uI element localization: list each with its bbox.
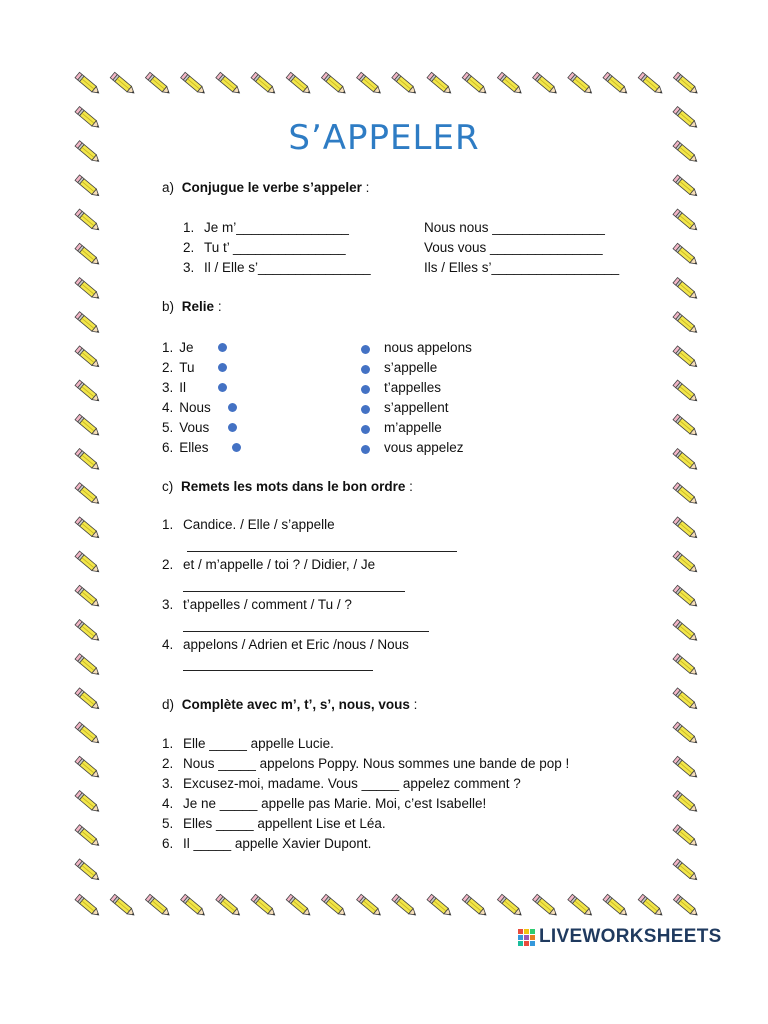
match-left-item bbox=[162, 340, 194, 356]
pencil-icon bbox=[75, 175, 101, 198]
match-dot-right[interactable] bbox=[361, 345, 370, 354]
conjugation-row-2 bbox=[183, 240, 346, 256]
page-title: S’APPELER bbox=[288, 118, 480, 158]
match-verb-form: s’appelle bbox=[384, 360, 438, 375]
section-c-heading bbox=[162, 479, 413, 495]
fill-item-3 bbox=[162, 776, 521, 792]
match-left-item bbox=[162, 400, 211, 416]
match-pronoun: Nous bbox=[179, 400, 211, 415]
pencil-icon bbox=[357, 894, 383, 917]
pencil-icon bbox=[75, 620, 101, 643]
section-b-suffix: : bbox=[214, 299, 222, 314]
fill-item-1 bbox=[162, 736, 334, 752]
item-number: 1. bbox=[162, 517, 174, 532]
pencil-icon bbox=[251, 72, 277, 95]
match-verb-form: s’appellent bbox=[384, 400, 449, 415]
pencil-icon bbox=[145, 72, 171, 95]
pencil-icon bbox=[533, 894, 559, 917]
pencil-icon bbox=[392, 72, 418, 95]
pencil-icon bbox=[75, 449, 101, 472]
match-pronoun: Tu bbox=[179, 360, 195, 375]
reorder-words: et / m’appelle / toi ? / Didier, / Je bbox=[183, 557, 376, 572]
pencil-icon bbox=[321, 894, 347, 917]
match-verb-form: m’appelle bbox=[384, 420, 442, 435]
liveworksheets-logo bbox=[518, 926, 722, 948]
pencil-icon bbox=[427, 72, 453, 95]
pencil-icon bbox=[673, 483, 699, 506]
pencil-icon bbox=[673, 825, 699, 848]
section-b-title: Relie bbox=[181, 299, 215, 314]
match-dot-left[interactable] bbox=[218, 383, 227, 392]
pencil-icon bbox=[673, 859, 699, 882]
pencil-icon bbox=[673, 722, 699, 745]
pencil-icon bbox=[75, 517, 101, 540]
item-number: 3. bbox=[162, 776, 174, 791]
match-verb-form: nous appelons bbox=[384, 340, 472, 355]
answer-line[interactable] bbox=[187, 551, 457, 552]
pencil-icon bbox=[75, 72, 101, 95]
pencil-icon bbox=[497, 72, 523, 95]
logo-text: LIVEWORKSHEETS bbox=[539, 926, 722, 947]
section-d-heading bbox=[162, 697, 417, 713]
item-number: 5. bbox=[162, 816, 174, 831]
match-pronoun: Il bbox=[179, 380, 187, 395]
pencil-icon bbox=[286, 72, 312, 95]
conjugation-blank[interactable]: Nous nous _______________ bbox=[424, 220, 605, 235]
pencil-icon bbox=[216, 894, 242, 917]
reorder-item-3 bbox=[162, 597, 352, 613]
item-number: 2. bbox=[162, 756, 174, 771]
section-a-suffix: : bbox=[361, 180, 370, 195]
conjugation-blank[interactable]: Vous vous _______________ bbox=[424, 240, 603, 255]
pencil-icon bbox=[673, 209, 699, 232]
pencil-icon bbox=[462, 72, 488, 95]
pencil-icon bbox=[533, 72, 559, 95]
pencil-icon bbox=[75, 414, 101, 437]
pencil-icon bbox=[181, 894, 207, 917]
section-a-title: Conjugue le verbe s’appeler bbox=[181, 180, 362, 195]
pencil-icon bbox=[568, 72, 594, 95]
pencil-icon bbox=[75, 722, 101, 745]
conjugation-row-3 bbox=[183, 260, 371, 276]
item-number: 1. bbox=[183, 220, 195, 235]
logo-grid-icon bbox=[518, 929, 535, 946]
section-d-suffix: : bbox=[409, 697, 418, 712]
fill-sentence[interactable]: Je ne _____ appelle pas Marie. Moi, c’est Isabelle! bbox=[183, 796, 487, 811]
pencil-icon bbox=[673, 585, 699, 608]
pencil-icon bbox=[673, 688, 699, 711]
answer-line[interactable] bbox=[183, 670, 373, 671]
pencil-icon bbox=[75, 209, 101, 232]
fill-sentence[interactable]: Il _____ appelle Xavier Dupont. bbox=[183, 836, 372, 851]
pencil-icon bbox=[673, 346, 699, 369]
reorder-item-4 bbox=[162, 637, 409, 653]
pencil-icon bbox=[638, 72, 664, 95]
pencil-icon bbox=[392, 894, 418, 917]
conjugation-row-1 bbox=[183, 220, 349, 236]
pencil-icon bbox=[75, 346, 101, 369]
item-number: 2. bbox=[162, 360, 174, 375]
pencil-icon bbox=[603, 72, 629, 95]
pencil-icon bbox=[673, 894, 699, 917]
item-number: 3. bbox=[183, 260, 195, 275]
pencil-icon bbox=[110, 894, 136, 917]
fill-item-2 bbox=[162, 756, 569, 772]
pencil-icon bbox=[673, 517, 699, 540]
match-verb-form: vous appelez bbox=[384, 440, 464, 455]
match-left-item bbox=[162, 440, 209, 456]
item-number: 3. bbox=[162, 597, 174, 612]
pencil-icon bbox=[216, 72, 242, 95]
conjugation-blank[interactable]: Tu t’ _______________ bbox=[204, 240, 346, 255]
fill-sentence[interactable]: Elle _____ appelle Lucie. bbox=[183, 736, 334, 751]
fill-item-6 bbox=[162, 836, 371, 852]
match-left-item bbox=[162, 360, 195, 376]
item-number: 1. bbox=[162, 736, 174, 751]
pencil-icon bbox=[673, 791, 699, 814]
pencil-icon bbox=[321, 72, 347, 95]
pencil-icon bbox=[75, 585, 101, 608]
pencil-icon bbox=[75, 312, 101, 335]
item-number: 6. bbox=[162, 440, 174, 455]
pencil-icon bbox=[673, 312, 699, 335]
pencil-icon bbox=[145, 894, 171, 917]
fill-sentence[interactable]: Excusez-moi, madame. Vous _____ appelez comment ? bbox=[183, 776, 521, 791]
pencil-icon bbox=[603, 894, 629, 917]
fill-sentence[interactable]: Elles _____ appellent Lise et Léa. bbox=[183, 816, 386, 831]
section-a-heading bbox=[162, 180, 369, 196]
pencil-icon bbox=[357, 72, 383, 95]
pencil-icon bbox=[638, 894, 664, 917]
match-dot-right[interactable] bbox=[361, 365, 370, 374]
pencil-icon bbox=[75, 551, 101, 574]
reorder-words: Candice. / Elle / s’appelle bbox=[183, 517, 335, 532]
pencil-icon bbox=[75, 380, 101, 403]
match-pronoun: Elles bbox=[179, 440, 209, 455]
pencil-icon bbox=[75, 825, 101, 848]
section-b-letter: b) bbox=[162, 299, 175, 314]
item-number: 1. bbox=[162, 340, 174, 355]
pencil-icon bbox=[673, 243, 699, 266]
item-number: 3. bbox=[162, 380, 174, 395]
pencil-icon bbox=[75, 894, 101, 917]
section-c-letter: c) bbox=[162, 479, 174, 494]
match-dot-left[interactable] bbox=[218, 363, 227, 372]
section-d-title: Complète avec m’, t’, s’, nous, vous bbox=[181, 697, 410, 712]
section-a-letter: a) bbox=[162, 180, 175, 195]
pencil-icon bbox=[286, 894, 312, 917]
match-dot-left[interactable] bbox=[228, 423, 237, 432]
pencil-icon bbox=[497, 894, 523, 917]
conjugation-blank[interactable]: Je m’_______________ bbox=[204, 220, 349, 235]
match-dot-right[interactable] bbox=[361, 385, 370, 394]
pencil-icon bbox=[673, 449, 699, 472]
pencil-icon bbox=[75, 483, 101, 506]
pencil-icon bbox=[427, 894, 453, 917]
item-number: 2. bbox=[162, 557, 174, 572]
pencil-icon bbox=[181, 72, 207, 95]
conjugation-blank[interactable]: Ils / Elles s’_________________ bbox=[424, 260, 620, 275]
match-dot-right[interactable] bbox=[361, 425, 370, 434]
item-number: 6. bbox=[162, 836, 174, 851]
item-number: 4. bbox=[162, 400, 174, 415]
pencil-icon bbox=[75, 688, 101, 711]
answer-line[interactable] bbox=[183, 631, 429, 632]
pencil-icon bbox=[673, 175, 699, 198]
pencil-icon bbox=[75, 278, 101, 301]
match-left-item bbox=[162, 380, 186, 396]
item-number: 5. bbox=[162, 420, 174, 435]
match-dot-right[interactable] bbox=[361, 445, 370, 454]
pencil-icon bbox=[673, 278, 699, 301]
pencil-icon bbox=[673, 756, 699, 779]
pencil-icon bbox=[568, 894, 594, 917]
pencil-icon bbox=[110, 72, 136, 95]
pencil-icon bbox=[75, 791, 101, 814]
match-dot-left[interactable] bbox=[218, 343, 227, 352]
pencil-icon bbox=[75, 756, 101, 779]
pencil-icon bbox=[673, 380, 699, 403]
pencil-icon bbox=[462, 894, 488, 917]
match-verb-form: t’appelles bbox=[384, 380, 442, 395]
match-dot-left[interactable] bbox=[232, 443, 241, 452]
pencil-icon bbox=[673, 620, 699, 643]
answer-line[interactable] bbox=[183, 591, 405, 592]
match-pronoun: Vous bbox=[179, 420, 210, 435]
pencil-icon bbox=[673, 414, 699, 437]
fill-item-4 bbox=[162, 796, 486, 812]
match-pronoun: Je bbox=[179, 340, 194, 355]
fill-sentence[interactable]: Nous _____ appelons Poppy. Nous sommes une bande de pop ! bbox=[183, 756, 570, 771]
match-left-item bbox=[162, 420, 209, 436]
pencil-icon bbox=[75, 243, 101, 266]
pencil-icon bbox=[673, 654, 699, 677]
section-d-letter: d) bbox=[162, 697, 175, 712]
conjugation-blank[interactable]: Il / Elle s’_______________ bbox=[204, 260, 371, 275]
pencil-icon bbox=[251, 894, 277, 917]
reorder-words: appelons / Adrien et Eric /nous / Nous bbox=[183, 637, 409, 652]
section-c-suffix: : bbox=[405, 479, 413, 494]
match-dot-right[interactable] bbox=[361, 405, 370, 414]
reorder-item-2 bbox=[162, 557, 375, 573]
item-number: 4. bbox=[162, 796, 174, 811]
pencil-icon bbox=[673, 72, 699, 95]
pencil-icon bbox=[75, 859, 101, 882]
pencil-icon bbox=[75, 654, 101, 677]
section-c-title: Remets les mots dans le bon ordre bbox=[181, 479, 406, 494]
item-number: 2. bbox=[183, 240, 195, 255]
reorder-words: t’appelles / comment / Tu / ? bbox=[183, 597, 352, 612]
item-number: 4. bbox=[162, 637, 174, 652]
match-dot-left[interactable] bbox=[228, 403, 237, 412]
pencil-icon bbox=[673, 551, 699, 574]
fill-item-5 bbox=[162, 816, 386, 832]
section-b-heading bbox=[162, 299, 222, 315]
reorder-item-1 bbox=[162, 517, 335, 533]
